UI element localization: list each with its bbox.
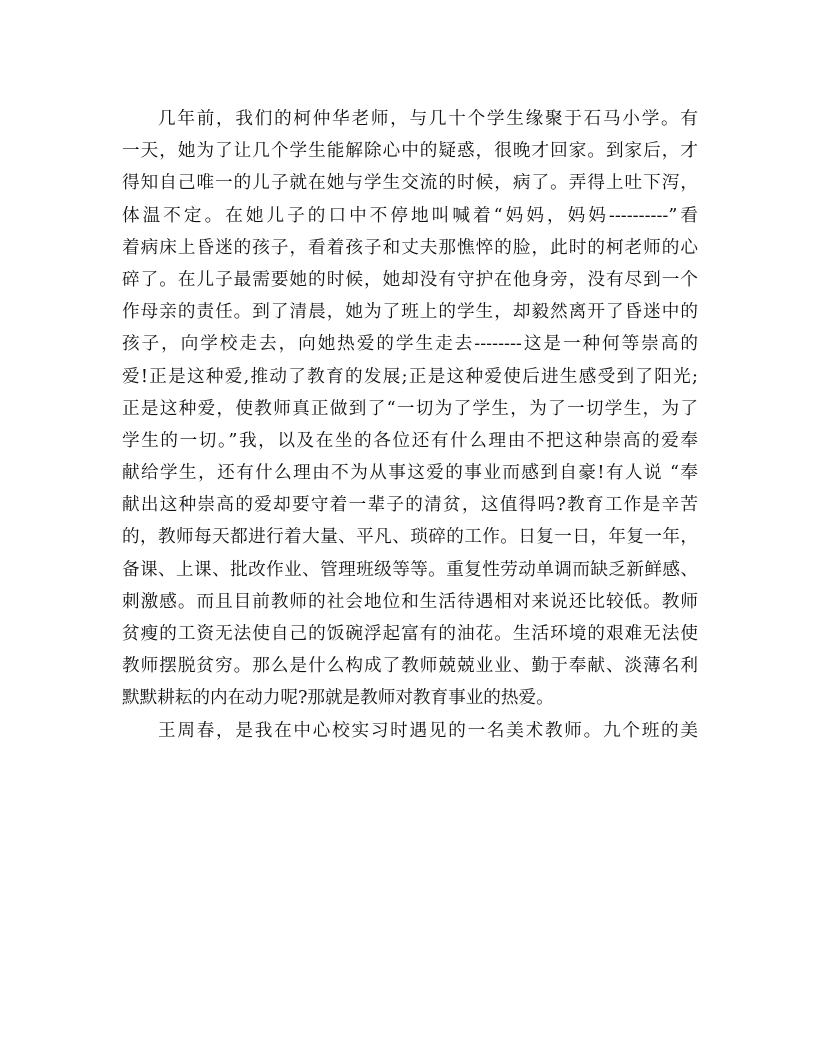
paragraph-line: 孩子，向学校走去，向她热爱的学生走去--------这是一种何等崇高的 (122, 334, 698, 355)
paragraph-line: 学生的一切。”我，以及在坐的各位还有什么理由不把这种崇高的爱奉 (122, 430, 698, 451)
paragraph-line: 献给学生，还有什么理由不为从事这爱的事业而感到自豪!有人说 “奉 (122, 463, 698, 484)
paragraph-line: 体温不定。在她儿子的口中不停地叫喊着“妈妈，妈妈----------”看 (122, 205, 698, 226)
paragraph-line: 作母亲的责任。到了清晨，她为了班上的学生，却毅然离开了昏迷中的 (122, 302, 698, 323)
paragraph-line: 碎了。在儿子最需要她的时候，她却没有守护在他身旁，没有尽到一个 (122, 269, 698, 290)
paragraph-line: 刺激感。而且目前教师的社会地位和生活待遇相对来说还比较低。教师 (122, 591, 698, 612)
paragraph-line: 贫瘦的工资无法使自己的饭碗浮起富有的油花。生活环境的艰难无法使 (122, 624, 698, 644)
body-text (122, 103, 698, 747)
paragraph-line: 的，教师每天都进行着大量、平凡、琐碎的工作。日复一日，年复一年， (122, 527, 698, 548)
paragraph-line: 王周春，是我在中心校实习时遇见的一名美术教师。九个班的美 (158, 720, 698, 741)
paragraph-line: 得知自己唯一的儿子就在她与学生交流的时候，病了。弄得上吐下泻， (122, 173, 698, 194)
paragraph-line: 着病床上昏迷的孩子，看着孩子和丈夫那憔悴的脸，此时的柯老师的心 (122, 237, 698, 258)
paragraph-line: 默默耕耘的内在动力呢?那就是教师对教育事业的热爱。 (122, 688, 554, 709)
paragraph-line: 爱!正是这种爱,推动了教育的发展;正是这种爱使后进生感受到了阳光; (122, 366, 698, 387)
paragraph-line: 教师摆脱贫穷。那么是什么构成了教师兢兢业业、勤于奉献、淡薄名利 (122, 656, 698, 677)
paragraph-line: 备课、上课、批改作业、管理班级等等。重复性劳动单调而缺乏新鲜感、 (122, 559, 698, 580)
paragraph-line: 一天，她为了让几个学生能解除心中的疑惑，很晚才回家。到家后，才 (122, 141, 698, 162)
paragraph-line: 正是这种爱，使教师真正做到了“一切为了学生，为了一切学生，为了 (122, 398, 698, 419)
paragraph-line: 几年前，我们的柯仲华老师，与几十个学生缘聚于石马小学。有 (158, 109, 698, 129)
paragraph-line: 献出这种崇高的爱却要守着一辈子的清贫，这值得吗?教育工作是辛苦 (122, 495, 698, 516)
